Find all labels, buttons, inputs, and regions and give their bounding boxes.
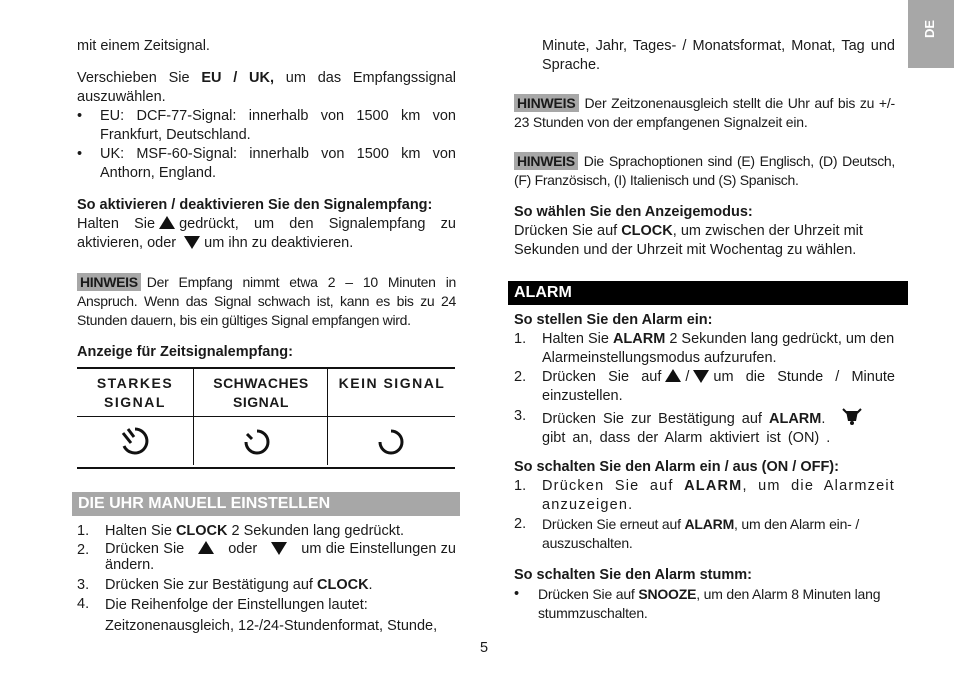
note-badge: HINWEIS bbox=[514, 152, 578, 170]
list-item: 1. Halten Sie ALARM 2 Sekunden lang gedrückt, um den Alarmeinstellungsmodus aufzurufen. bbox=[514, 331, 895, 366]
note-language: HINWEIS Die Sprachoptionen sind (E) Englisch, (D) Deutsch, (F) Französisch, (I) Italienisch und (S) Spanisch. bbox=[514, 153, 895, 188]
list-item: 4. Die Reihenfolge der Einstellungen lautet: Zeitzonenausgleich, 12-/24-Stundenformat, Stunde, bbox=[77, 596, 438, 634]
mute-heading: So schalten Sie den Alarm stumm: bbox=[514, 567, 752, 583]
onoff-heading: So schalten Sie den Alarm ein / aus (ON / OFF): bbox=[514, 459, 839, 475]
note-timezone: HINWEIS Der Zeitzonenausgleich stellt die Uhr auf bis zu +/- 23 Stunden von der empfangenen Signalzeit ein. bbox=[514, 95, 895, 130]
list-item: • EU: DCF-77-Signal: innerhalb von 1500 km von Frankfurt, Deutschland. bbox=[77, 108, 456, 143]
activate-heading: So aktivieren / deaktivieren Sie den Signalempfang: bbox=[77, 197, 433, 213]
shift-paragraph: Verschieben Sie EU / UK, um das Empfangssignal auszuwählen. bbox=[77, 70, 457, 105]
signal-weak-icon bbox=[241, 424, 273, 458]
mode-heading: So wählen Sie den Anzeigemodus: bbox=[514, 204, 753, 220]
mode-text: Drücken Sie auf CLOCK, um zwischen der Uhrzeit mit Sekunden und der Uhrzeit mit Wochentag zu wählen. bbox=[514, 223, 863, 258]
page-number: 5 bbox=[480, 640, 489, 656]
note-badge: HINWEIS bbox=[77, 273, 141, 291]
note-reception: HINWEIS Der Empfang nimmt etwa 2 – 10 Minuten in Anspruch. Wenn das Signal schwach ist, kann es bis zu 24 Stunden dauern, bis ein gültiges Signal empfangen wird. bbox=[77, 274, 456, 328]
up-arrow-icon bbox=[198, 541, 214, 554]
list-item: 2. Drücken Sie erneut auf ALARM, um den Alarm ein- / auszuschalten. bbox=[514, 516, 860, 551]
display-heading: Anzeige für Zeitsignalempfang: bbox=[77, 344, 293, 360]
activate-text: Halten Sie gedrückt, um den Signalempfang zu aktivieren, oder um ihn zu deaktivieren. bbox=[77, 216, 456, 251]
list-item: 3. Drücken Sie zur Bestätigung auf ALARM. gibt an, dass der Alarm aktiviert ist (ON) . bbox=[514, 407, 895, 448]
down-arrow-icon bbox=[271, 542, 287, 555]
alarm-section-bar: ALARM bbox=[508, 281, 908, 305]
list-item: 2. Drücken Sie oder um die Einstellungen zu ändern. bbox=[77, 541, 456, 573]
manual-section-bar: DIE UHR MANUELL EINSTELLEN bbox=[72, 492, 460, 516]
signal-none-icon bbox=[375, 424, 407, 458]
up-arrow-icon bbox=[159, 216, 175, 229]
list-item: 1. Halten Sie CLOCK 2 Sekunden lang gedrückt. bbox=[77, 523, 405, 539]
list-item: 3. Drücken Sie zur Bestätigung auf CLOCK. bbox=[77, 577, 373, 593]
signal-strong-icon bbox=[117, 424, 153, 458]
signal-table bbox=[77, 367, 455, 469]
settings-continued: Minute, Jahr, Tages- / Monatsformat, Monat, Tag und Sprache. bbox=[542, 38, 895, 73]
note-badge: HINWEIS bbox=[514, 94, 579, 112]
down-arrow-icon bbox=[693, 370, 709, 383]
table-header: KEIN SIGNAL bbox=[338, 375, 446, 391]
table-header: SCHWACHES SIGNAL bbox=[213, 375, 309, 410]
table-header: STARKES SIGNAL bbox=[96, 375, 174, 410]
intro-line: mit einem Zeitsignal. bbox=[77, 38, 210, 54]
language-tab-label: DE bbox=[922, 19, 937, 38]
list-item: • UK: MSF-60-Signal: innerhalb von 1500 km von Anthorn, England. bbox=[77, 146, 456, 181]
up-arrow-icon bbox=[665, 369, 681, 382]
list-item: • Drücken Sie auf SNOOZE, um den Alarm 8 Minuten lang stummzuschalten. bbox=[514, 586, 881, 621]
list-item: 2. Drücken Sie auf / um die Stunde / Minute einzustellen. bbox=[514, 369, 895, 404]
bell-icon bbox=[842, 407, 862, 427]
set-alarm-heading: So stellen Sie den Alarm ein: bbox=[514, 312, 713, 328]
down-arrow-icon bbox=[184, 236, 200, 249]
language-tab bbox=[908, 0, 954, 68]
list-item: 1. Drücken Sie auf ALARM, um die Alarmzeit anzuzeigen. bbox=[514, 478, 895, 513]
